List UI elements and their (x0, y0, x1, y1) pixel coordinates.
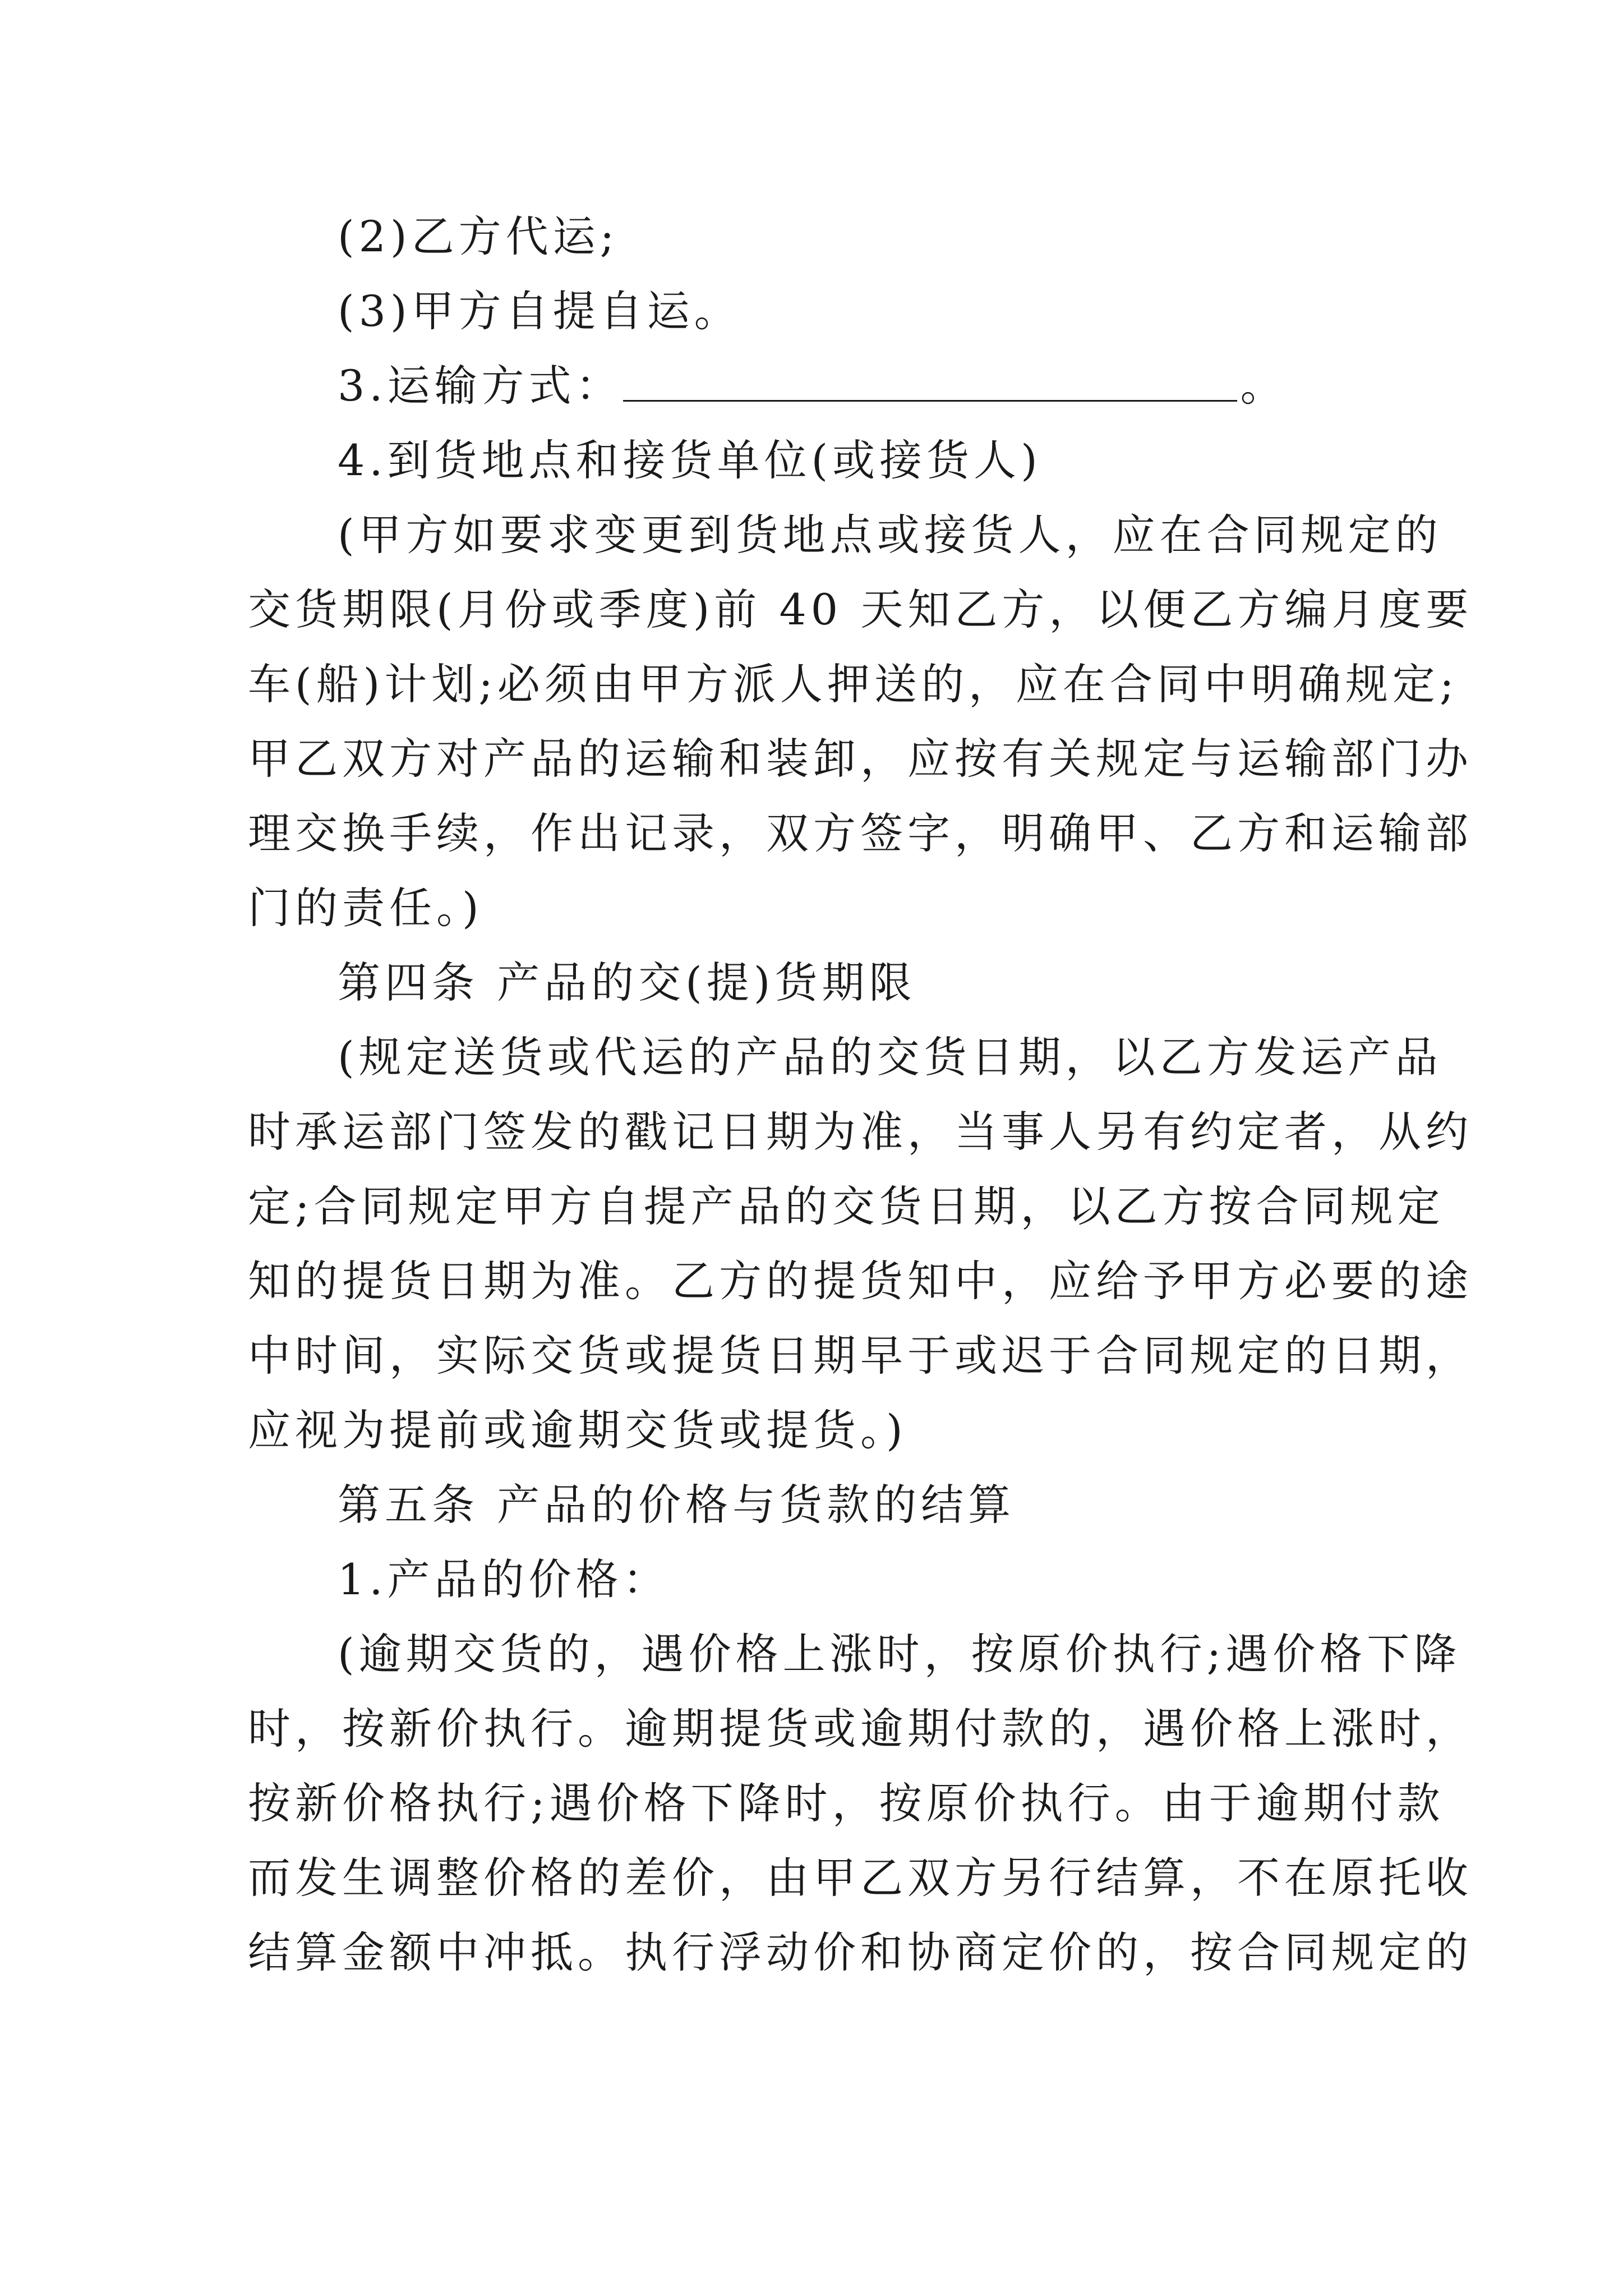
text-line: 时，按新价执行。逾期提货或逾期付款的，遇价格上涨时， (248, 1704, 1473, 1754)
text-line: 定;合同规定甲方自提产品的交货日期，以乙方按合同规定 (248, 1181, 1445, 1231)
text-line: (逾期交货的，遇价格上涨时，按原价执行;遇价格下降 (338, 1629, 1461, 1679)
text-line: 应视为提前或逾期交货或提货。) (248, 1405, 907, 1455)
text-line: 交货期限(月份或季度)前 40 天知乙方，以便乙方编月度要 (248, 585, 1473, 634)
article-heading: 第四条 产品的交(提)货期限 (338, 958, 916, 1007)
text-line: 中时间，实际交货或提货日期早于或迟于合同规定的日期， (248, 1331, 1473, 1381)
text-line: 理交换手续，作出记录，双方签字，明确甲、乙方和运输部 (248, 808, 1473, 858)
text-line: 4.到货地点和接货单位(或接货人) (338, 435, 1042, 485)
article-heading: 第五条 产品的价格与货款的结算 (338, 1480, 1016, 1530)
text-line: (2)乙方代运; (338, 211, 619, 261)
line-end-punctuation: 。 (1240, 361, 1288, 411)
text-line: 结算金额中冲抵。执行浮动价和协商定价的，按合同规定的 (248, 1927, 1473, 1977)
text-line: 门的责任。) (248, 883, 483, 933)
fill-in-blank (623, 398, 1237, 402)
text-line: (甲方如要求变更到货地点或接货人，应在合同规定的 (338, 510, 1442, 560)
text-line: 而发生调整价格的差价，由甲乙双方另行结算，不在原托收 (248, 1853, 1473, 1903)
text-line: 按新价格执行;遇价格下降时，按原价执行。由于逾期付款 (248, 1778, 1445, 1828)
text-line: (3)甲方自提自运。 (338, 286, 741, 336)
text-line: 1.产品的价格： (338, 1554, 670, 1604)
text-line-transport-method (248, 348, 1398, 423)
text-line: 时承运部门签发的戳记日期为准，当事人另有约定者，从约 (248, 1107, 1473, 1157)
document-body (248, 199, 1473, 1990)
transport-method-label: 3.运输方式： (338, 361, 623, 411)
text-line: 甲乙双方对产品的运输和装卸，应按有关规定与运输部门办 (248, 734, 1473, 784)
text-line: 车(船)计划;必须由甲方派人押送的，应在合同中明确规定; (248, 659, 1459, 709)
text-line: (规定送货或代运的产品的交货日期，以乙方发运产品 (338, 1032, 1442, 1082)
text-line: 知的提货日期为准。乙方的提货知中，应给予甲方必要的途 (248, 1256, 1473, 1306)
